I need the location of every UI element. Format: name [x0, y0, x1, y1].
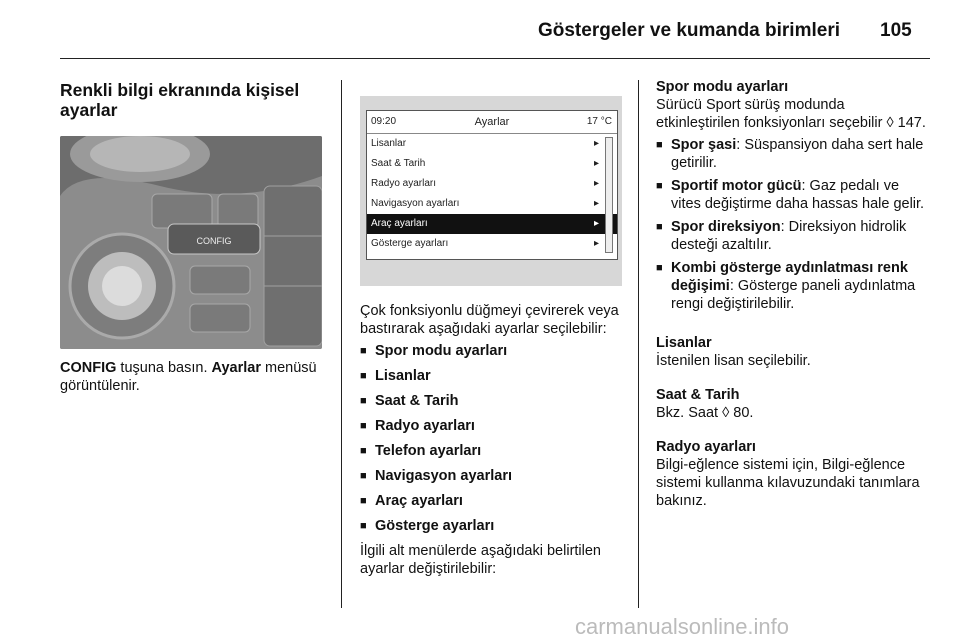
display-temperature: 17 °C	[586, 116, 612, 127]
column-divider-2	[638, 80, 639, 608]
lisan-title: Lisanlar	[656, 335, 712, 351]
display-menu-item: Araç ayarları ▸	[367, 214, 617, 234]
header-rule	[60, 58, 930, 59]
header-title: Göstergeler ve kumanda birimleri	[537, 20, 840, 41]
radyo-title: Radyo ayarları	[656, 439, 756, 455]
list-item: ■ Telefon ayarları	[360, 442, 630, 460]
display-menu-item: Saat & Tarih ▸	[367, 154, 617, 174]
config-instruction: CONFIG tuşuna basın. Ayarlar menüsü görüntülenir.	[60, 360, 317, 394]
chevron-right-icon: ▸	[593, 178, 599, 189]
chevron-right-icon: ▸	[593, 158, 599, 169]
config-panel-illustration	[60, 136, 322, 349]
column-divider-1	[341, 80, 342, 608]
spor-options-list	[656, 136, 926, 313]
list-item: ■ Sportif motor gücü: Gaz pedalı ve vites değiştirme daha hassas hale gelir.	[656, 177, 926, 213]
config-panel-photo	[60, 136, 322, 349]
chevron-right-icon: ▸	[593, 218, 599, 229]
lisan-text: İstenilen lisan seçilebilir.	[656, 353, 811, 369]
display-menu-item: Navigasyon ayarları ▸	[367, 194, 617, 214]
intro-paragraph: Çok fonksiyonlu düğmeyi çevirerek veya bastırarak aşağıdaki ayarlar seçilebilir:	[360, 303, 619, 337]
list-item: ■ Gösterge ayarları	[360, 517, 630, 535]
list-item: ■ Araç ayarları	[360, 492, 630, 510]
settings-screen-image	[360, 96, 622, 286]
spor-text: Sürücü Sport sürüş modunda etkinleştirilen fonksiyonları seçebilir ◊ 147.	[656, 97, 926, 131]
saat-text: Bkz. Saat ◊ 80.	[656, 405, 754, 421]
column-3	[656, 78, 926, 510]
settings-list	[360, 342, 630, 535]
display-top-bar	[367, 111, 617, 134]
display-screen	[366, 110, 618, 260]
list-item: ■ Radyo ayarları	[360, 417, 630, 435]
chevron-right-icon: ▸	[593, 238, 599, 249]
list-item: ■ Navigasyon ayarları	[360, 467, 630, 485]
list-item: ■ Kombi gösterge aydınlatması renk değişimi: Gösterge paneli aydınlatma rengi değiştirilebilir.	[656, 259, 926, 313]
list-item: ■ Spor şasi: Süspansiyon daha sert hale getirilir.	[656, 136, 926, 172]
display-menu-item: Lisanlar ▸	[367, 134, 617, 154]
watermark: carmanualsonline.info	[575, 614, 790, 639]
list-item: ■ Spor direksiyon: Direksiyon hidrolik desteği azaltılır.	[656, 218, 926, 254]
display-menu-item: Radyo ayarları ▸	[367, 174, 617, 194]
config-button-label: CONFIG	[196, 236, 232, 246]
chevron-right-icon: ▸	[593, 138, 599, 149]
display-title: Ayarlar	[474, 116, 510, 128]
list-item: ■ Spor modu ayarları	[360, 342, 630, 360]
display-scrollbar	[605, 137, 613, 253]
display-menu-list	[367, 134, 617, 254]
list-item: ■ Saat & Tarih	[360, 392, 630, 410]
column-1	[60, 80, 328, 395]
spor-title: Spor modu ayarları	[656, 79, 789, 95]
outro-paragraph: İlgili alt menülerde aşağıdaki belirtilen ayarlar değiştirilebilir:	[360, 543, 601, 577]
list-item: ■ Lisanlar	[360, 367, 630, 385]
section-title: Renkli bilgi ekranında kişisel ayarlar	[60, 80, 300, 120]
column-2	[360, 302, 630, 578]
chevron-right-icon: ▸	[593, 198, 599, 209]
display-time: 09:20	[371, 116, 397, 127]
display-menu-item: Gösterge ayarları ▸	[367, 234, 617, 254]
page-number: 105	[880, 20, 912, 41]
saat-title: Saat & Tarih	[656, 387, 740, 403]
radyo-text: Bilgi-eğlence sistemi için, Bilgi-eğlence sistemi kullanma kılavuzundaki tanımlara bakınız.	[656, 457, 920, 509]
